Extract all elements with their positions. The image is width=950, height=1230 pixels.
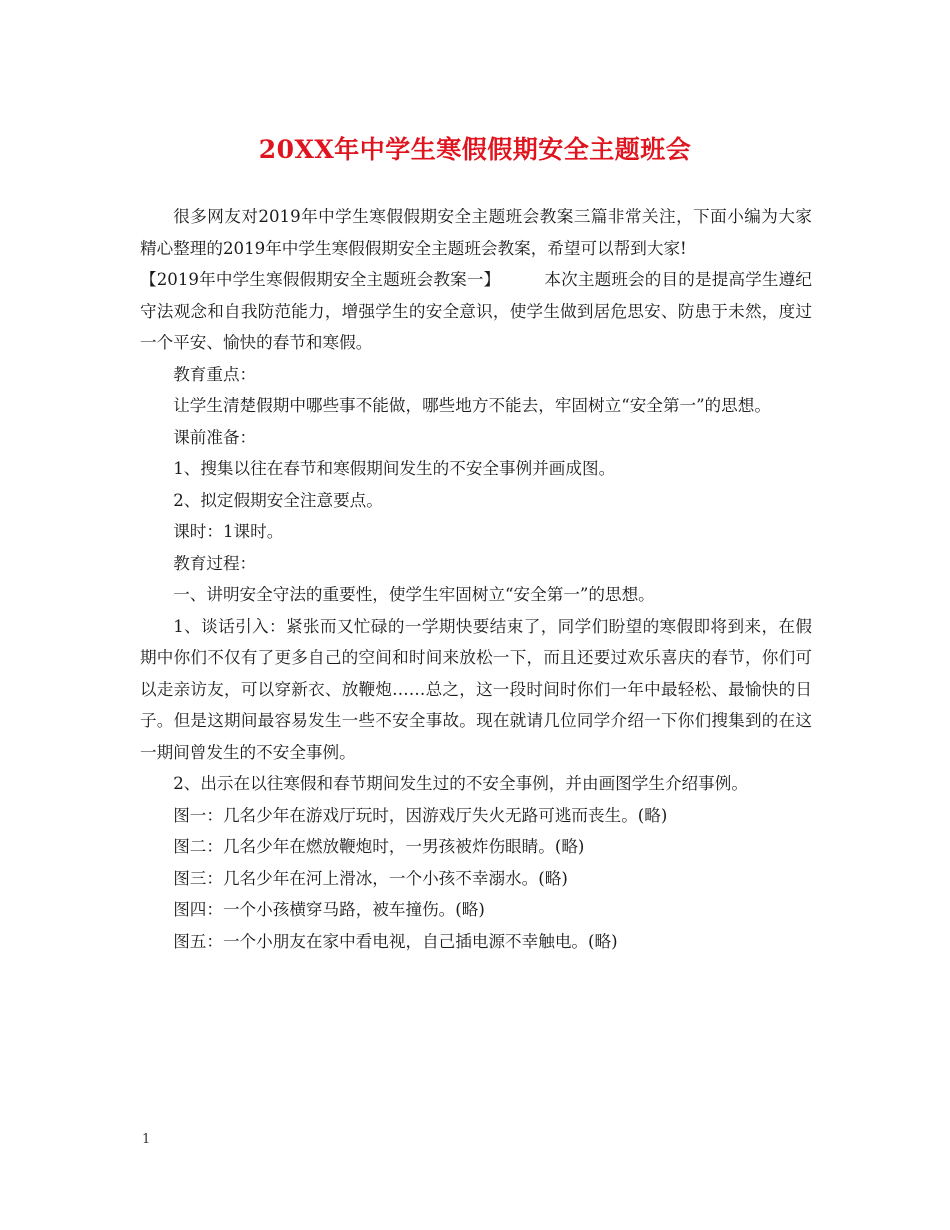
focus-text: 让学生清楚假期中哪些事不能做，哪些地方不能去，牢固树立“安全第一”的思想。 [173,396,771,415]
process-label: 教育过程： [173,553,257,573]
page-number: 1 [142,1132,151,1147]
section-one-heading: 一、讲明安全守法的重要性，使学生牢固树立“安全第一”的思想。 [173,585,655,604]
plan1-paragraph [140,264,812,359]
prep-item: 1、搜集以往在春节和寒假期间发生的不安全事例并画成图。 [173,459,616,478]
document-title: 20XX年中学生寒假假期安全主题班会 [258,135,692,164]
intro-paragraph: 很多网友对2019年中学生寒假假期安全主题班会教案三篇非常关注，下面小编为大家精心整理的2019年中学生寒假假期安全主题班会教案，希望可以帮到大家! [140,207,812,258]
step-one-paragraph: 1、谈话引入：紧张而又忙碌的一学期快要结束了，同学们盼望的寒假即将到来，在假期中你们不仅有了更多自己的空间和时间来放松一下，而且还要过欢乐喜庆的春节，你们可以走亲访友，可以穿新衣、放鞭炮……总之，这一段时间时你们一年中最轻松、最愉快的日子。但是这期间最容易发生一些不安全事故。现在就请几位同学介绍一下你们搜集到的在这一期间曾发生的不安全事例。 [140,616,812,762]
step-two-paragraph: 2、出示在以往寒假和春节期间发生过的不安全事例，并由画图学生介绍事例。 [173,774,748,793]
figure-item: 图一：几名少年在游戏厅玩时，因游戏厅失火无路可逃而丧生。(略) [173,805,668,825]
figure-item: 图四：一个小孩横穿马路，被车撞伤。(略) [173,900,485,919]
prep-item: 2、拟定假期安全注意要点。 [173,490,383,510]
figure-item: 图二：几名少年在燃放鞭炮时，一男孩被炸伤眼睛。(略) [173,837,585,856]
document-body [140,201,812,957]
figure-item: 图三：几名少年在河上滑冰，一个小孩不幸溺水。(略) [173,868,568,888]
focus-label: 教育重点： [173,364,257,384]
prep-label: 课前准备： [173,427,257,447]
class-hours: 课时：1课时。 [173,522,284,541]
plan1-heading: 【2019年中学生寒假假期安全主题班会教案一】 [140,270,501,289]
plan1-goal: 本次主题班会的目的是提高学生遵纪守法观念和自我防范能力，增强学生的安全意识，使学生做到居危思安、防患于未然，度过一个平安、愉快的春节和寒假。 [140,270,812,352]
figure-item: 图五：一个小朋友在家中看电视，自己插电源不幸触电。(略) [173,931,618,951]
